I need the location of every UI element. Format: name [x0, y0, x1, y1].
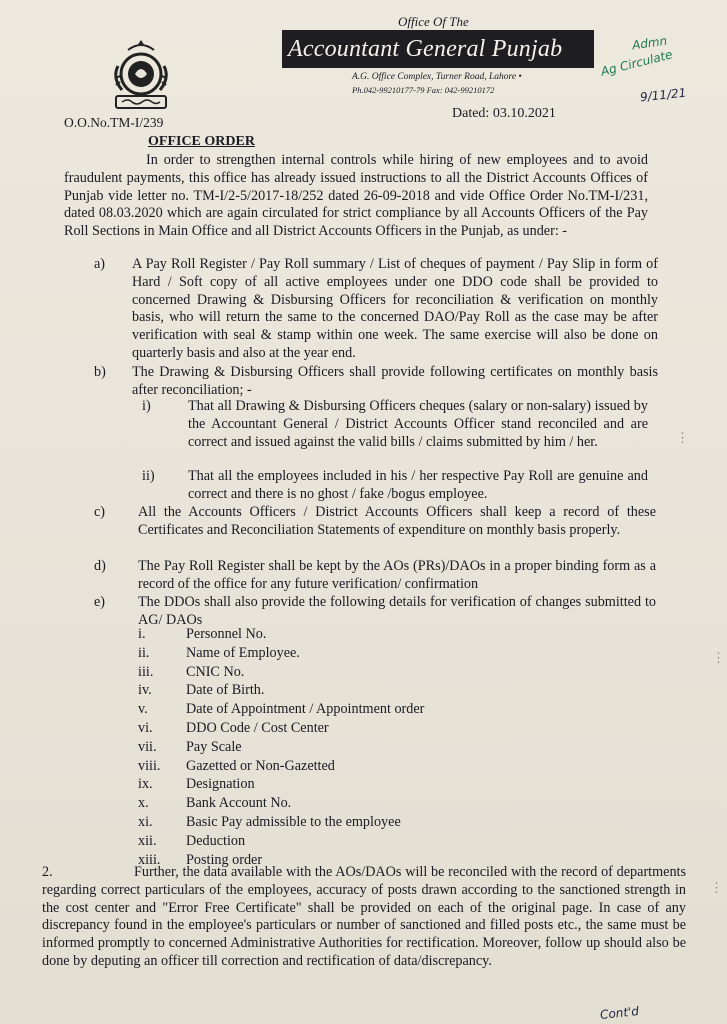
- item-b-text: The Drawing & Disbursing Officers shall provide following certificates on monthly basis after reconciliation; -: [132, 364, 658, 398]
- item-marker-b: b): [94, 364, 106, 380]
- document-title: OFFICE ORDER: [148, 134, 255, 149]
- item-a-text: A Pay Roll Register / Pay Roll summary / List of cheques of payment / Pay Slip in form of Hard / Soft copy of all active employees under one DDO code shall be provided to concerned Drawing & Disbursing Officers for reconciliation & verification on monthly basis, who will return the same to the concerned DAO/Pay Roll as the case may be after verification with seal & stamp within one week. The same exercise will also be done on quarterly basis and also at the year end.: [132, 256, 658, 361]
- scan-speckle: ⋮: [710, 880, 723, 895]
- item-marker-a: a): [94, 256, 106, 272]
- sub-item-marker-i: i): [142, 398, 151, 414]
- item-marker-d: d): [94, 558, 106, 574]
- office-banner: Accountant General Punjab: [282, 30, 594, 68]
- order-reference-number: O.O.No.TM-I/239: [64, 115, 164, 130]
- sub-item-ii-text: That all the employees included in his / her respective Pay Roll are genuine and correct and there is no ghost / fake /bogus employee.: [188, 468, 648, 502]
- item-e-text: The DDOs shall also provide the following details for verification of changes submitted to AG/ DAOs: [138, 594, 656, 628]
- scan-speckle: ⋮: [676, 430, 689, 445]
- item-c-text: All the Accounts Officers / District Accounts Officers shall keep a record of these Certificates and Reconciliation Statements of expenditure on monthly basis properly.: [138, 504, 656, 538]
- office-of-label: Office Of The: [398, 14, 469, 29]
- handwritten-note-circulate: Ag Circulate: [599, 47, 674, 79]
- scan-speckle: ⋮: [712, 650, 725, 665]
- item-marker-c: c): [94, 504, 106, 520]
- intro-paragraph: In order to strengthen internal controls while hiring of new employees and to avoid fraudulent payments, this office has already issued instructions to all the District Accounts Offices of Punjab vide letter no. TM-I/2-5/2017-18/252 dated 26-09-2018 and vide Office Order No.TM-I/231, dated 08.03.2020 which are again circulated for strict compliance by all Accounts Officers of the Pay Roll Sections in Main Office and all District Accounts Officers in the Punjab, as under: -: [64, 152, 648, 240]
- paragraph-two-number: 2.: [42, 864, 53, 880]
- item-d-text: The Pay Roll Register shall be kept by the AOs (PRs)/DAOs in a proper binding form as a record of the office for any future verification/ confirmation: [138, 558, 656, 592]
- handwritten-continued-note: Cont'd: [599, 1004, 640, 1022]
- office-phone: Ph.042-99210177-79 Fax: 042-99210172: [352, 85, 495, 95]
- paragraph-two-text: Further, the data available with the AOs/DAOs will be reconciled with the record of departments regarding correct particulars of the employees, accuracy of posts drawn according to the sanctioned strength in the cost center and "Error Free Certificate" shall be provided on each of the original page. In case of any discrepancy found in the employee's particulars or number of sanctioned and filled posts etc., the same must be informed promptly to concerned Administrative Authorities for rectification. Moreover, follow up should also be done by deputing an officer till correction and rectification of data/discrepancy.: [42, 864, 686, 969]
- sub-item-i-text: That all Drawing & Disbursing Officers cheques (salary or non-salary) issued by the Accountant General / District Accounts Officer stand reconciled and are correct and issued against the valid bills / claims submitted by him / her.: [188, 398, 648, 450]
- order-date: Dated: 03.10.2021: [452, 106, 556, 121]
- office-address: A.G. Office Complex, Turner Road, Lahore •: [352, 72, 522, 82]
- paragraph-two: [42, 864, 686, 971]
- punjab-emblem-logo: [108, 36, 174, 112]
- handwritten-note-admn: Admn: [631, 33, 668, 53]
- sub-item-marker-ii: ii): [142, 468, 155, 484]
- document-page: Office Of The Accountant General Punjab A.G. Office Complex, Turner Road, Lahore • Ph.042-99210177-79 Fax: 042-99210172 O.O.No.TM-I/239 Dated: 03.10.2021 Admn Ag Circulate 9/11/21 Cont'd OFFICE ORDER In order to strengthen internal controls while hiring of new employees and to avoid fraudulent payments, this office has already issued instructions to all the District Accounts Offices of Punjab vide letter no. TM-I/2-5/2017-18/252 dated 26-09-2018 and vide Office Order No.TM-I/231, dated 08.03.2020 which are again circulated for strict compliance by all Accounts Officers of the Pay Roll Sections in Main Office and all District Accounts Officers in the Punjab, as under: - a) A Pay Roll Register / Pay Roll summary / List of cheques of payment / Pay Slip in form of Hard / Soft copy of all active employees under one DDO code shall be provided to concerned Drawing & Disbursing Officers for reconciliation & verification on monthly basis, who will return the same to the concerned DAO/Pay Roll as the case may be after verification with seal & stamp within one week. The same exercise will also be done on quarterly basis and also at the year end. b) The Drawing & Disbursing Officers shall provide following certificates on monthly basis after reconciliation; - i) That all Drawing & Disbursing Officers cheques (salary or non-salary) issued by the Accountant General / District Accounts Officer stand reconciled and are correct and issued against the valid bills / claims submitted by him / her. ii) That all the employees included in his / her respective Pay Roll are genuine and correct and there is no ghost / fake /bogus employee. c) All the Accounts Officers / District Accounts Officers shall keep a record of these Certificates and Reconciliation Statements of expenditure on monthly basis properly. d) The Pay Roll Register shall be kept by the AOs (PRs)/DAOs in a proper binding form as a record of the office for any future verification/ confirmation e) The DDOs shall also provide the following details for verification of changes submitted to AG/ DAOs i. Personnel No. ii. Name of Employee. iii. CNIC No. iv. Date of Birth. v. Date of Appointment / Appointment order vi. DDO Code / Cost Center vii. Pay Scale viii. Gazetted or Non-Gazetted ix. Designation x. Bank Account No. xi. Basic Pay admissible to the employee xii. Deduction xiii. Posting order 2. Further, the data available with the AOs/DAOs will be reconciled with the record of departments regarding correct particulars of the employees, accuracy of posts drawn according to the sanctioned strength in the cost center and "Error Free Certificate" shall be provided on each of the original page. In case of any discrepancy found in the employee's particulars or number of sanctioned and filled posts etc., the same must be informed promptly to concerned Administrative Authorities for rectification. Moreover, follow up should also be done by deputing an officer till correction and rectification of data/discrepancy. ⋮ ⋮ ⋮: [0, 0, 727, 1024]
- handwritten-signature-date: 9/11/21: [639, 85, 687, 105]
- item-marker-e: e): [94, 594, 106, 610]
